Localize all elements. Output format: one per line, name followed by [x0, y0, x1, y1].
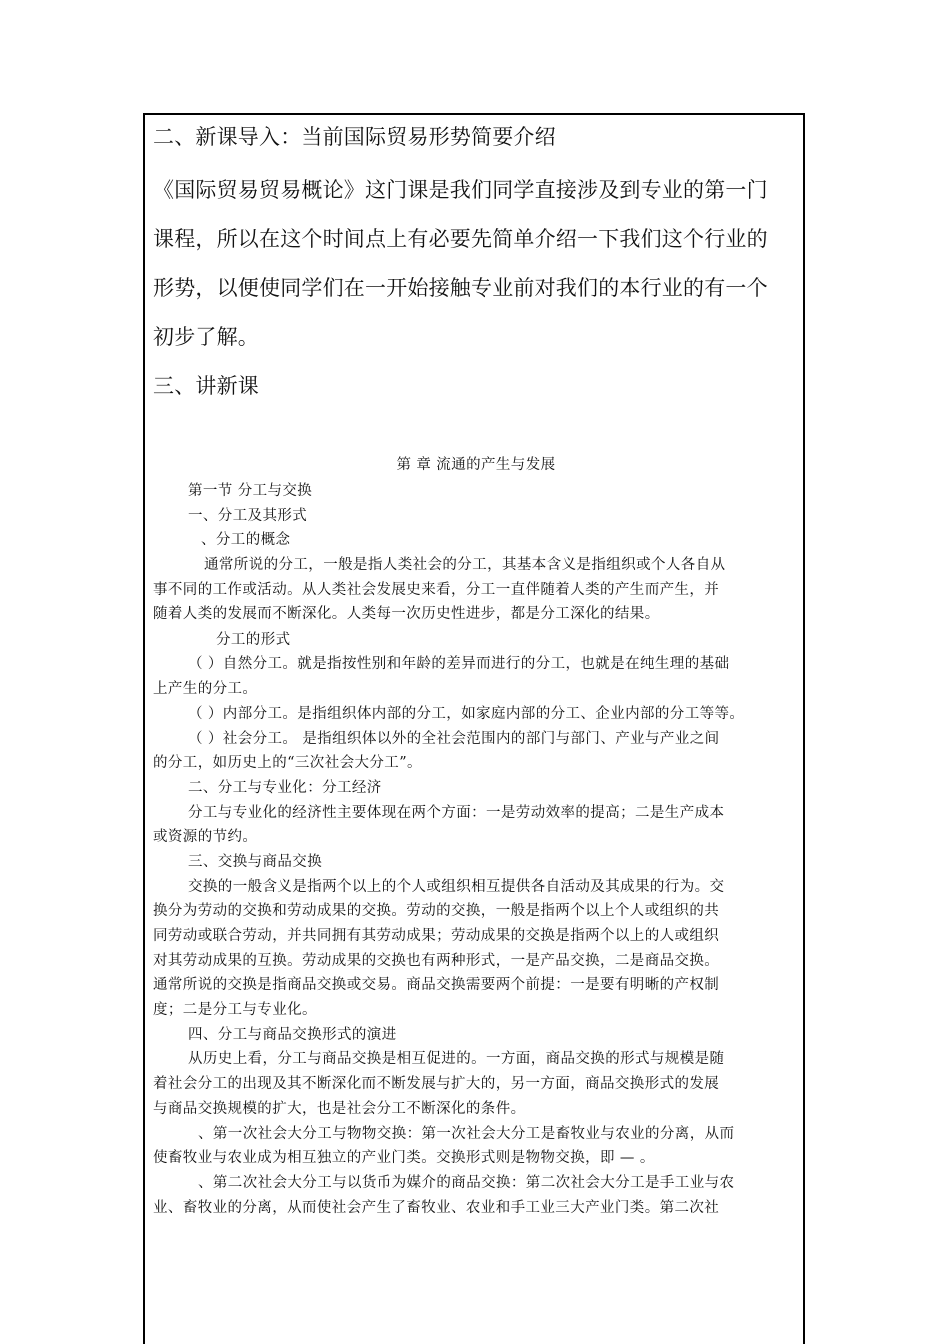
text-line: 度；二是分工与专业化。	[153, 1002, 317, 1018]
text-line: 通常所说的交换是指商品交换或交易。商品交换需要两个前提：一是要有明晰的产权制	[153, 977, 720, 993]
text-line: 从历史上看，分工与商品交换是相互促进的。一方面，商品交换的形式与规模是随	[188, 1051, 725, 1067]
text-line: 着社会分工的出现及其不断深化而不断发展与扩大的，另一方面，商品交换形式的发展	[153, 1076, 720, 1092]
intro-paragraph-line-3: 形势，以便使同学们在一开始接触专业前对我们的本行业的有一个	[153, 276, 768, 300]
subheading: 分工的形式	[216, 632, 291, 648]
text-line: 同劳动或联合劳动，并共同拥有其劳动成果；劳动成果的交换是指两个以上的人或组织	[153, 928, 720, 944]
text-line: 与商品交换规模的扩大，也是社会分工不断深化的条件。	[153, 1101, 526, 1117]
subheading: 二、分工与专业化：分工经济	[188, 780, 382, 796]
text-line: 交换的一般含义是指两个以上的个人或组织相互提供各自活动及其成果的行为。交	[188, 879, 725, 895]
text-line: 事不同的工作或活动。从人类社会发展史来看，分工一直伴随着人类的产生而产生，并	[153, 582, 720, 598]
text-line: 分工与专业化的经济性主要体现在两个方面：一是劳动效率的提高；二是生产成本	[188, 805, 725, 821]
text-line: 对其劳动成果的互换。劳动成果的交换也有两种形式，一是产品交换，二是商品交换。	[153, 953, 720, 969]
text-line: 、第一次社会大分工与物物交换：第一次社会大分工是畜牧业与农业的分离，从而	[198, 1126, 735, 1142]
text-line: 随着人类的发展而不断深化。人类每一次历史性进步，都是分工深化的结果。	[153, 606, 660, 622]
text-line: （ ）自然分工。就是指按性别和年龄的差异而进行的分工，也就是在纯生理的基础	[188, 656, 730, 672]
text-line: 、第二次社会大分工与以货币为媒介的商品交换：第二次社会大分工是手工业与农	[198, 1175, 735, 1191]
text-line: 上产生的分工。	[153, 681, 258, 697]
intro-paragraph-line-4: 初步了解。	[153, 325, 259, 349]
text-line: 业、畜牧业的分离，从而使社会产生了畜牧业、农业和手工业三大产业门类。第二次社	[153, 1200, 720, 1216]
text-line: （ ）社会分工。 是指组织体以外的全社会范围内的部门与部门、产业与产业之间	[188, 731, 720, 747]
text-line: 通常所说的分工，一般是指人类社会的分工，其基本含义是指组织或个人各自从	[204, 557, 726, 573]
intro-paragraph-line-1: 《国际贸易贸易概论》这门课是我们同学直接涉及到专业的第一门	[153, 178, 768, 202]
text-line: 或资源的节约。	[153, 829, 258, 845]
section-title: 第一节 分工与交换	[188, 483, 313, 499]
section-heading-new-lesson: 三、讲新课	[153, 374, 259, 398]
intro-paragraph-line-2: 课程，所以在这个时间点上有必要先简单介绍一下我们这个行业的	[153, 227, 768, 251]
text-line: 换分为劳动的交换和劳动成果的交换。劳动的交换，一般是指两个以上个人或组织的共	[153, 903, 720, 919]
subheading: 四、分工与商品交换形式的演进	[188, 1027, 397, 1043]
chapter-title: 第 章 流通的产生与发展	[396, 457, 556, 473]
text-line: 的分工，如历史上的“三次社会大分工”。	[153, 755, 422, 771]
subheading: 三、交换与商品交换	[188, 854, 323, 870]
subheading: 一、分工及其形式	[188, 508, 308, 524]
section-heading-new-lesson-intro: 二、新课导入：当前国际贸易形势简要介绍	[153, 125, 556, 149]
text-line: 使畜牧业与农业成为相互独立的产业门类。交换形式则是物物交换，即 — 。	[153, 1150, 655, 1166]
subheading: 、分工的概念	[201, 532, 291, 548]
text-line: （ ）内部分工。是指组织体内部的分工，如家庭内部的分工、企业内部的分工等等。	[188, 706, 745, 722]
